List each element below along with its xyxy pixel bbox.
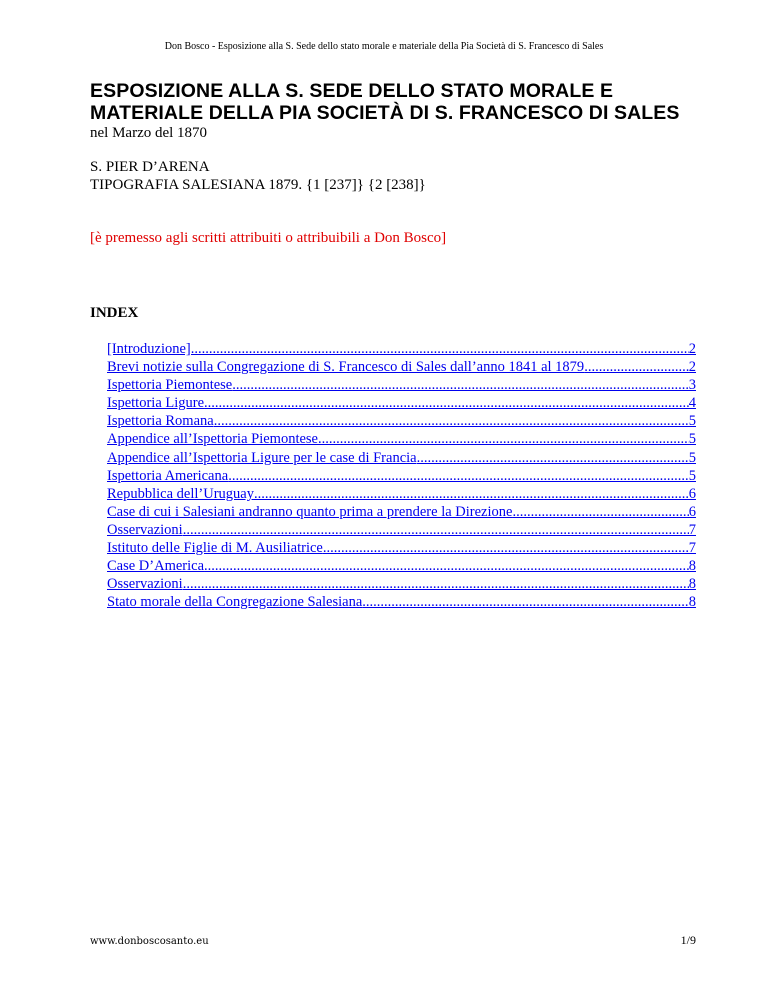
toc-item xyxy=(107,539,696,557)
toc-link[interactable] xyxy=(107,485,696,503)
toc-entry-title: Ispettoria Ligure xyxy=(107,395,205,412)
toc-entry-title: Ispettoria Romana xyxy=(107,413,214,430)
toc-leader-dots xyxy=(214,412,689,430)
toc-entry-page: 5 xyxy=(688,413,696,430)
toc-item xyxy=(107,376,696,394)
toc-link[interactable] xyxy=(107,430,696,448)
toc-entry-title: Repubblica dell’Uruguay xyxy=(107,485,254,502)
toc-leader-dots xyxy=(204,557,689,575)
date-line: nel Marzo del 1870 xyxy=(90,125,208,141)
toc-entry-page: 8 xyxy=(688,594,696,611)
table-of-contents xyxy=(107,340,696,611)
toc-entry-title: Ispettoria Americana xyxy=(107,467,229,484)
toc-entry-title: Appendice all’Ispettoria Ligure per le case di Francia xyxy=(107,449,417,466)
toc-link[interactable] xyxy=(107,412,696,430)
index-heading: INDEX xyxy=(90,305,139,321)
publisher-place: S. PIER D’ARENA xyxy=(90,159,210,175)
toc-leader-dots xyxy=(318,430,689,448)
toc-link[interactable] xyxy=(107,575,696,593)
toc-leader-dots xyxy=(183,575,689,593)
toc-item xyxy=(107,430,696,448)
toc-entry-page: 5 xyxy=(688,431,696,448)
toc-entry-title: Ispettoria Piemontese xyxy=(107,377,233,394)
toc-entry-title: Istituto delle Figlie di M. Ausiliatrice xyxy=(107,540,323,557)
toc-link[interactable] xyxy=(107,557,696,575)
toc-link[interactable] xyxy=(107,539,696,557)
toc-entry-title: Appendice all’Ispettoria Piemontese xyxy=(107,431,318,448)
toc-entry-page: 7 xyxy=(688,540,696,557)
toc-link[interactable] xyxy=(107,340,696,358)
toc-entry-title: Case D’America xyxy=(107,558,205,575)
toc-entry-page: 8 xyxy=(688,558,696,575)
toc-entry-page: 2 xyxy=(688,359,696,376)
toc-entry-page: 6 xyxy=(688,485,696,502)
toc-item xyxy=(107,503,696,521)
publisher-block xyxy=(90,158,426,194)
toc-item xyxy=(107,358,696,376)
toc-entry-page: 5 xyxy=(688,467,696,484)
toc-entry-page: 5 xyxy=(688,449,696,466)
toc-item xyxy=(107,467,696,485)
toc-item xyxy=(107,557,696,575)
toc-entry-title: Case di cui i Salesiani andranno quanto prima a prendere la Direzione xyxy=(107,503,513,520)
toc-item xyxy=(107,340,696,358)
toc-leader-dots xyxy=(417,449,689,467)
toc-entry-page: 3 xyxy=(688,377,696,394)
toc-entry-title: Osservazioni xyxy=(107,576,183,593)
toc-link[interactable] xyxy=(107,358,696,376)
footer-website: www.donboscosanto.eu xyxy=(90,936,209,947)
toc-entry-page: 8 xyxy=(688,576,696,593)
toc-entry-page: 4 xyxy=(688,395,696,412)
toc-link[interactable] xyxy=(107,394,696,412)
footer-page-number: 1/9 xyxy=(680,933,696,947)
running-header: Don Bosco - Esposizione alla S. Sede dello stato morale e materiale della Pia Società di S. Francesco di Sales xyxy=(164,41,604,52)
toc-entry-page: 7 xyxy=(688,521,696,538)
toc-item xyxy=(107,521,696,539)
toc-item xyxy=(107,412,696,430)
toc-item xyxy=(107,449,696,467)
toc-entry-page: 2 xyxy=(688,341,696,357)
toc-item xyxy=(107,394,696,412)
toc-leader-dots xyxy=(228,467,689,485)
toc-entry-title: [Introduzione] xyxy=(107,341,191,357)
toc-link[interactable] xyxy=(107,449,696,467)
toc-entry-title: Brevi notizie sulla Congregazione di S. Francesco di Sales dall’anno 1841 al 1879 xyxy=(107,359,585,376)
toc-leader-dots xyxy=(183,521,689,539)
toc-item xyxy=(107,485,696,503)
toc-link[interactable] xyxy=(107,467,696,485)
toc-link[interactable] xyxy=(107,593,696,611)
toc-leader-dots xyxy=(204,394,689,412)
toc-item xyxy=(107,575,696,593)
toc-link[interactable] xyxy=(107,376,696,394)
toc-leader-dots xyxy=(232,376,689,394)
toc-link[interactable] xyxy=(107,503,696,521)
toc-entry-title: Stato morale della Congregazione Salesiana xyxy=(107,594,363,611)
toc-item xyxy=(107,593,696,611)
toc-leader-dots xyxy=(512,503,688,521)
toc-leader-dots xyxy=(362,593,688,611)
attribution-note: [è premesso agli scritti attribuiti o attribuibili a Don Bosco] xyxy=(90,230,447,246)
toc-link[interactable] xyxy=(107,521,696,539)
publisher-line: TIPOGRAFIA SALESIANA 1879. {1 [237]} {2 [238]} xyxy=(90,177,426,193)
toc-leader-dots xyxy=(191,340,689,358)
toc-leader-dots xyxy=(254,485,689,503)
toc-entry-title: Osservazioni xyxy=(107,521,183,538)
document-title: ESPOSIZIONE ALLA S. SEDE DELLO STATO MORALE E MATERIALE DELLA PIA SOCIETÀ DI S. FRANCESCO DI SALES xyxy=(90,80,680,124)
toc-entry-page: 6 xyxy=(688,503,696,520)
toc-leader-dots xyxy=(323,539,689,557)
toc-leader-dots xyxy=(584,358,689,376)
